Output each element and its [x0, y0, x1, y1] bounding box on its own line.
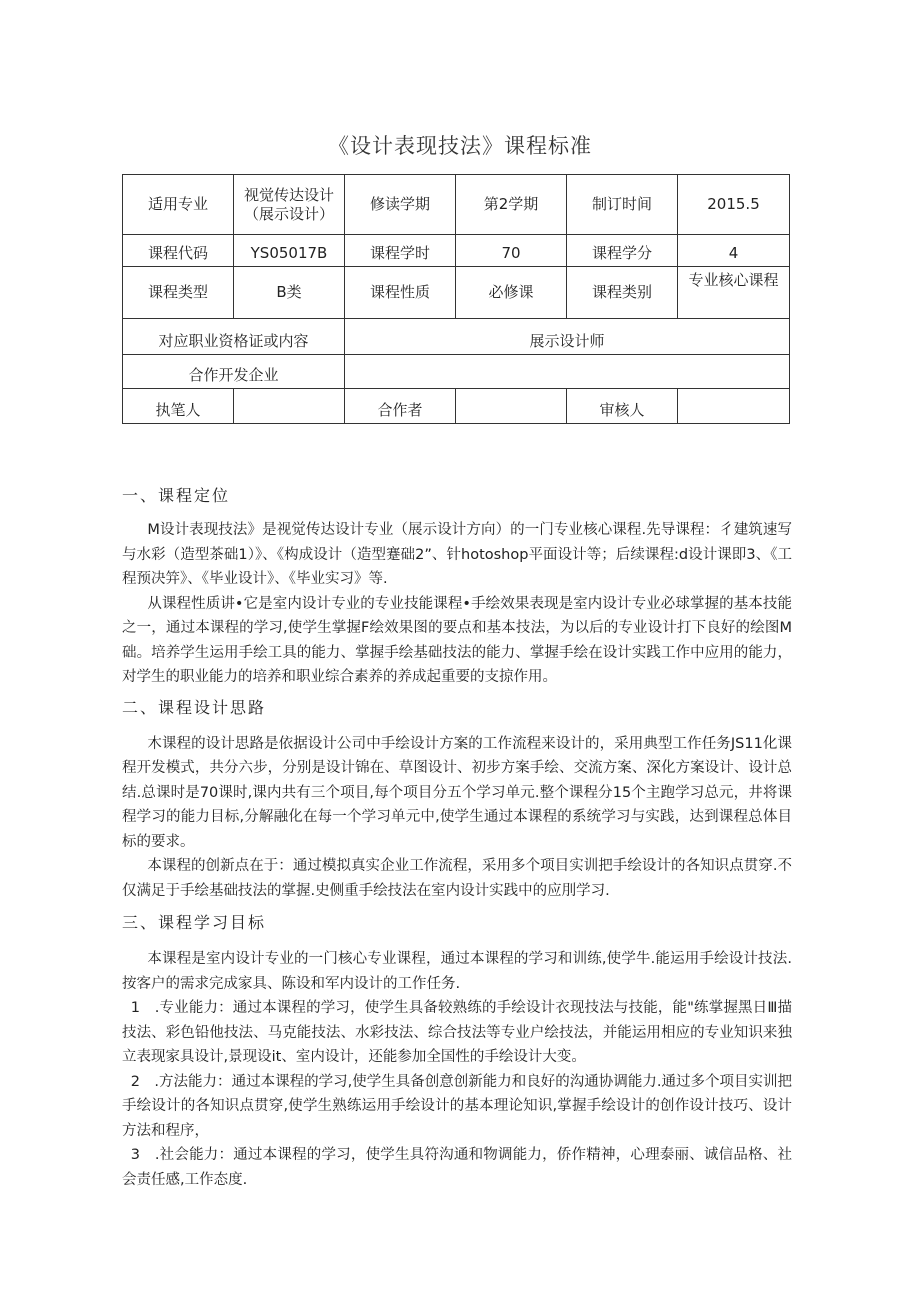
table-cell-label: 课程学时 — [345, 235, 456, 267]
table-cell-label: 对应职业资格证或内容 — [123, 319, 345, 355]
paragraph: 本课程是室内设计专业的一门核心专业课程，通过本课程的学习和训练,使学牛.能运用手绘设计技法.按客户的需求完成家具、陈设和军内设计的工作任务. — [122, 951, 792, 992]
table-cell-value: 2015.5 — [678, 175, 790, 235]
paragraph: 木课程的设计思路是依据设计公司中手绘设计方案的工作流程来设计的，采用典型工作任务JS11化课程开发模式，共分六步，分别是设计锦在、草图设计、初步方案手绘、交流方案、深化方案设计、设计总结.总课时是70课时,课内共有三个项目,每个项目分五个学习单元.整个课程分15个主跑学习总元，井将课程学习的能力目标,分解融化在每一个学习单元中,使学生通过本课程的系统学习与实践，达到课程总体目标的要求。 — [122, 735, 792, 850]
table-cell-value: 必修课 — [456, 267, 567, 319]
table-cell-label: 修读学期 — [345, 175, 456, 235]
section-heading-design-approach: 二、课程设计思路 — [122, 697, 267, 717]
table-cell-value: 视觉传达设计（展示设计） — [234, 175, 345, 235]
table-cell-label: 适用专业 — [123, 175, 234, 235]
document-title: 《设计表现技法》课程标准 — [328, 134, 592, 158]
list-item: 2 .方法能力：通过本课程的学习,使学生具备创意创新能力和良好的沟通协调能力.通过多个项目实训把手绘设计的各知识点贯穿,使学生熟练运用手绘设计的基本理论知识,掌握手绘设计的创作设计技巧、设计方法和程序， — [122, 1073, 792, 1139]
table-cell-value — [456, 389, 567, 424]
table-row — [123, 267, 790, 319]
table-row — [123, 355, 790, 389]
table-row — [123, 175, 790, 235]
table-cell-value: YS05017B — [234, 235, 345, 267]
table-cell-label: 执笔人 — [123, 389, 234, 424]
course-info-table — [122, 174, 790, 424]
table-cell-value: 专业核心课程 — [678, 267, 790, 319]
list-item: 3 .社会能力：通过本课程的学习，使学生具符沟通和物调能力，侨作精神，心理泰丽、诚信品格、社会责任感,工作态度. — [122, 1147, 792, 1188]
document-body — [122, 484, 792, 1192]
paragraph: 从课程性质讲•它是室内设计专业的专业技能课程•手绘效果表现是室内设计专业必球掌握的基本技能之一，通过本课程的学习,使学生掌握F绘效果图的要点和基本技法，为以后的专业设计打下良好的绘图M础。培养学生运用手绘工具的能力、掌握手绘基础技法的能力、掌握手绘在设计实践工作中应用的能力，对学生的职业能力的培养和职业综合素养的养成起重要的支掠作用。 — [122, 595, 792, 685]
table-cell-label: 审核人 — [567, 389, 678, 424]
table-cell-value: 4 — [678, 235, 790, 267]
table-cell-label: 合作开发企业 — [123, 355, 345, 389]
table-cell-label: 课程学分 — [567, 235, 678, 267]
list-item: 1 .专业能力：通过本课程的学习，使学生具备较熟练的手绘设计衣现技法与技能，能"练掌握黑日Ⅲ描技法、彩色铅他技法、马克能技法、水彩技法、综合技法等专业户绘技法，并能运用相应的专业知识来独立表现家具设计,景现设it、室内设计，还能参加全国性的手绘设计大变。 — [122, 1000, 792, 1065]
table-cell-label: 课程性质 — [345, 267, 456, 319]
paragraph: M设计表现技法》是视觉传达设计专业（展示设计方向）的一门专业核心课程.先导课程：彳建筑速写与水彩（造型茶础1）》、《构成设计（造型蹇础2”、针hotoshop平面设计等；后续课程:d设计课即3、《工程预决笄》、《毕业设计》、《毕业实习》等. — [122, 522, 792, 587]
table-cell-value: 展示设计师 — [345, 319, 790, 355]
table-cell-label: 课程类别 — [567, 267, 678, 319]
table-cell-label: 课程代码 — [123, 235, 234, 267]
table-cell-value: 第2学期 — [456, 175, 567, 235]
table-cell-label: 课程类型 — [123, 267, 234, 319]
table-row — [123, 319, 790, 355]
paragraph: 本课程的创新点在于：通过模拟真实企业工作流程，采用多个项目实训把手绘设计的各知识点贯穿.不仅满足于手绘基础技法的掌握.史侧重手绘技法在室内设计实践中的应刖学习. — [122, 858, 792, 899]
table-cell-label: 制订时间 — [567, 175, 678, 235]
table-cell-value: B类 — [234, 267, 345, 319]
table-cell-value — [678, 389, 790, 424]
section-heading-course-positioning: 一、课程定位 — [122, 486, 231, 505]
table-cell-value: 70 — [456, 235, 567, 267]
table-cell-value — [345, 355, 790, 389]
table-cell-value — [234, 389, 345, 424]
table-cell-label: 合作者 — [345, 389, 456, 424]
table-row — [123, 235, 790, 267]
table-row — [123, 389, 790, 424]
section-heading-learning-objectives: 三、课程学习目标 — [122, 913, 267, 932]
